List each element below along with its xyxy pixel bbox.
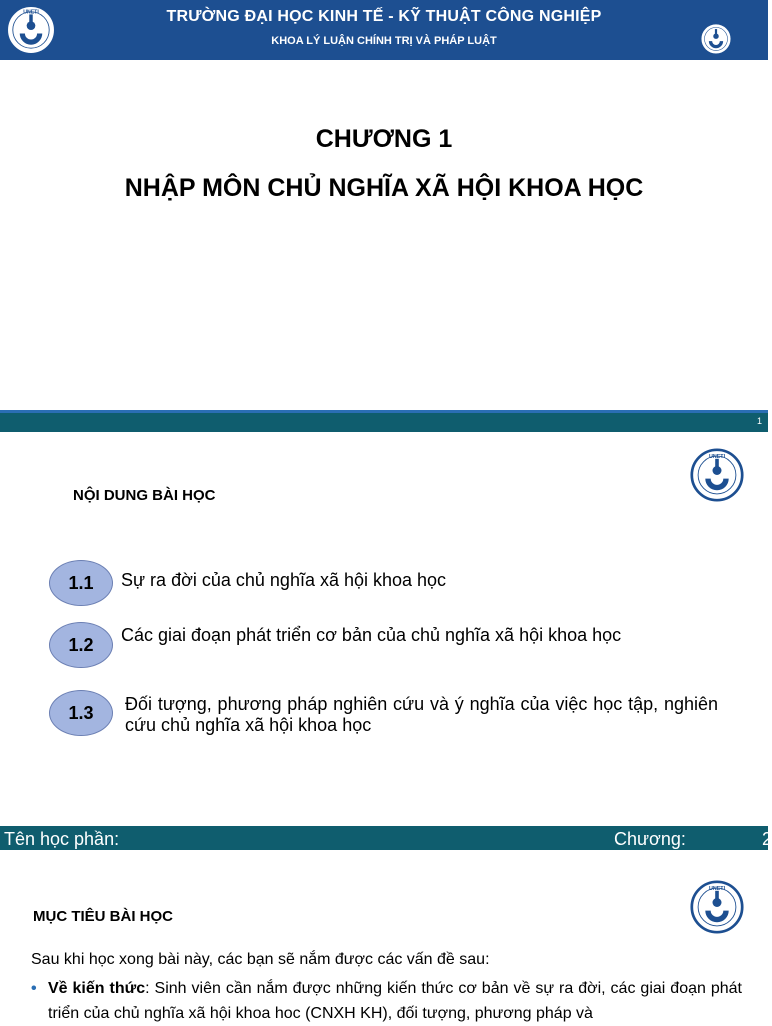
chapter-label: Chương: [614, 829, 686, 849]
slide-1 [0, 0, 768, 432]
intro-text: Sau khi học xong bài này, các bạn sẽ nắm được các vấn đề sau: [31, 951, 490, 968]
bullet-body: : Sinh viên cần nắm được những kiến thức cơ bản về sự ra đời, các giai đoạn phát triển của chủ nghĩa xã hội khoa hoc (CNXH KH), đối tượng, phương pháp và [48, 980, 742, 1022]
university-logo-icon [690, 880, 744, 934]
page-number: 1 [756, 416, 762, 426]
course-name-label: Tên học phần: [4, 829, 120, 849]
chapter-number: CHƯƠNG 1 [315, 125, 453, 153]
university-name: TRƯỜNG ĐẠI HỌC KINH TẾ - KỸ THUẬT CÔNG NGHIỆP [166, 8, 602, 25]
footer-bar [0, 413, 768, 432]
slide-3 [0, 850, 768, 1024]
svg-text:UNETI: UNETI [23, 9, 39, 16]
faculty-name: KHOA LÝ LUẬN CHÍNH TRỊ VÀ PHÁP LUẬT [271, 35, 497, 47]
section-title: NỘI DUNG BÀI HỌC [73, 487, 216, 504]
university-logo-partial-icon [690, 40, 742, 76]
page-number: 2 [762, 829, 772, 849]
section-title: MỤC TIÊU BÀI HỌC [33, 908, 173, 925]
list-item: Sự ra đời của chủ nghĩa xã hội khoa học [121, 570, 447, 590]
list-item: Đối tượng, phương pháp nghiên cứu và ý nghĩa của việc học tập, nghiên cứu chủ nghĩa xã hội khoa học [125, 694, 718, 735]
slide-2 [0, 432, 772, 850]
item-number-bubble: 1.3 [49, 690, 113, 736]
item-number-bubble: 1.1 [49, 560, 113, 606]
bullet-label: Về kiến thức [48, 980, 146, 997]
item-number-bubble: 1.2 [49, 622, 113, 668]
chapter-title: NHẬP MÔN CHỦ NGHĨA XÃ HỘI KHOA HỌC [124, 174, 644, 202]
bullet-text [48, 976, 742, 1026]
university-logo-icon [690, 448, 744, 502]
list-item: Các giai đoạn phát triển cơ bản của chủ nghĩa xã hội khoa học [121, 625, 622, 645]
svg-text:UNETI: UNETI [708, 453, 726, 460]
svg-text:UNETI: UNETI [708, 885, 726, 892]
bullet-icon: • [31, 980, 37, 997]
